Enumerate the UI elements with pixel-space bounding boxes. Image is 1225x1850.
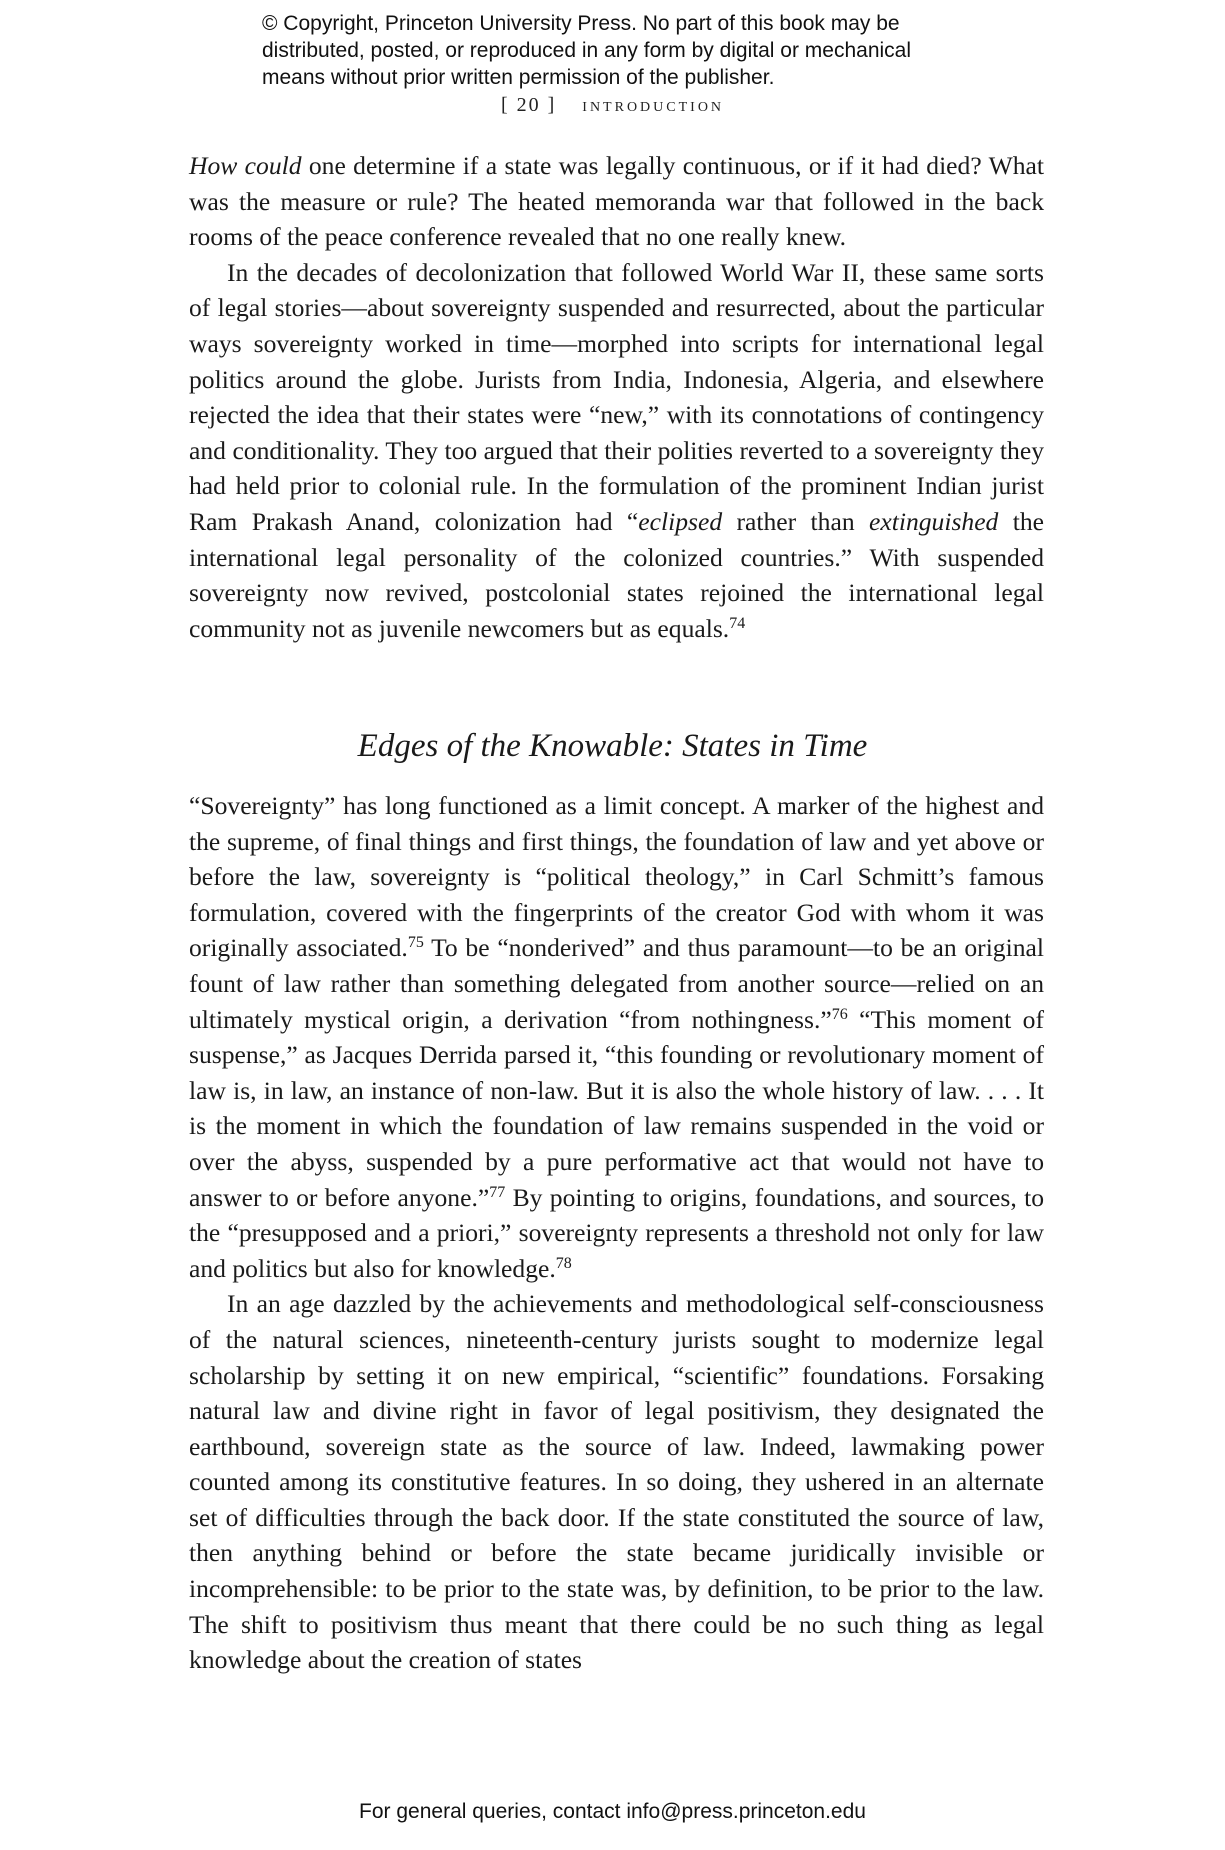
italic-text: How could — [189, 151, 302, 180]
running-head — [0, 94, 1225, 117]
copyright-line: distributed, posted, or reproduced in any form by digital or mechanical — [262, 39, 912, 62]
copyright-notice — [262, 10, 1022, 91]
paragraph — [189, 788, 1044, 1286]
paragraph — [189, 148, 1044, 255]
italic-text: extinguished — [869, 506, 999, 536]
text-run: one determine if a state was legally continuous, or if it had died? What was the measure or rule? The heated memoranda war that followed in the back rooms of the peace conference revealed that no one really knew. — [189, 151, 1044, 252]
italic-text: eclipsed — [638, 506, 723, 536]
body-text-after-heading — [189, 788, 1044, 1678]
body-text-before-heading — [189, 148, 1044, 646]
text-run: By pointing to origins, foundations, and sources, to the “presupposed and a priori,” sovereignty represents a threshold not only for law and politics but also for knowledge. — [189, 1182, 1044, 1283]
text-run: In an age dazzled by the achievements and methodological self-consciousness of the natural sciences, nineteenth-century jurists sought to modernize legal scholarship by setting it on new empirical, “scientific” foundations. Forsaking natural law and divine right in favor of legal positivism, they designated the earthbound, sovereign state as the source of law. Indeed, lawmaking power counted among its constitutive features. In so doing, they ushered in an alternate set of difficulties through the back door. If the state constituted the source of law, then anything behind or before the state became juridically invisible or incomprehensible: to be prior to the state was, by definition, to be prior to the law. The shift to positivism thus meant that there could be no such thing as legal knowledge about the creation of states — [189, 1289, 1044, 1675]
copyright-line: means without prior written permission of the publisher. — [262, 66, 775, 89]
footer-contact: For general queries, contact info@press.princeton.edu — [359, 1800, 866, 1823]
copyright-line: © Copyright, Princeton University Press. No part of this book may be — [262, 12, 900, 35]
text-run: rather than — [722, 506, 869, 536]
section-heading: Edges of the Knowable: States in Time — [357, 728, 868, 764]
page-number: [ 20 ] — [500, 94, 557, 116]
text-run: the international legal personality of the colonized countries.” With suspended sovereignty now revived, postcolonial states rejoined the international legal community not as juvenile newcomers but as equals. — [189, 506, 1044, 643]
footnote-marker: 78 — [555, 1254, 572, 1272]
footnote-marker: 75 — [407, 934, 424, 952]
paragraph — [189, 1286, 1044, 1678]
paragraph — [189, 255, 1044, 647]
text-run: “Sovereignty” has long functioned as a limit concept. A marker of the highest and the supreme, of final things and first things, the foundation of law and yet above or before the law, sovereignty is “political theology,” in Carl Schmitt’s famous formulation, covered with the fingerprints of the creator God with whom it was originally associated. — [189, 791, 1044, 963]
text-run: In the decades of decolonization that followed World War II, these same sorts of legal stories—about sovereignty suspended and resurrected, about the particular ways sovereignty worked in time—morphed into scripts for international legal politics around the globe. Jurists from India, Indonesia, Algeria, and elsewhere rejected the idea that their states were “new,” with its connotations of contingency and conditionality. They too argued that their polities reverted to a sovereignty they had held prior to colonial rule. In the formulation of the prominent Indian jurist Ram Prakash Anand, colonization had “ — [189, 257, 1044, 536]
footnote-marker: 76 — [831, 1005, 848, 1023]
footnote-marker: 77 — [489, 1183, 506, 1201]
text-run: “This moment of suspense,” as Jacques Derrida parsed it, “this founding or revolutionary moment of law is, in law, an instance of non-law. But it is also the whole history of law. . . . It is the moment in which the foundation of law remains suspended in the void or over the abyss, suspended by a pure performative act that would not have to answer to or before anyone.” — [189, 1004, 1044, 1212]
text-run: To be “nonderived” and thus paramount—to be an original fount of law rather than something delegated from another source—relied on an ultimately mystical origin, a derivation “from nothingness.” — [189, 933, 1044, 1034]
running-head-title: introduction — [582, 94, 725, 116]
footnote-marker: 74 — [729, 614, 746, 632]
